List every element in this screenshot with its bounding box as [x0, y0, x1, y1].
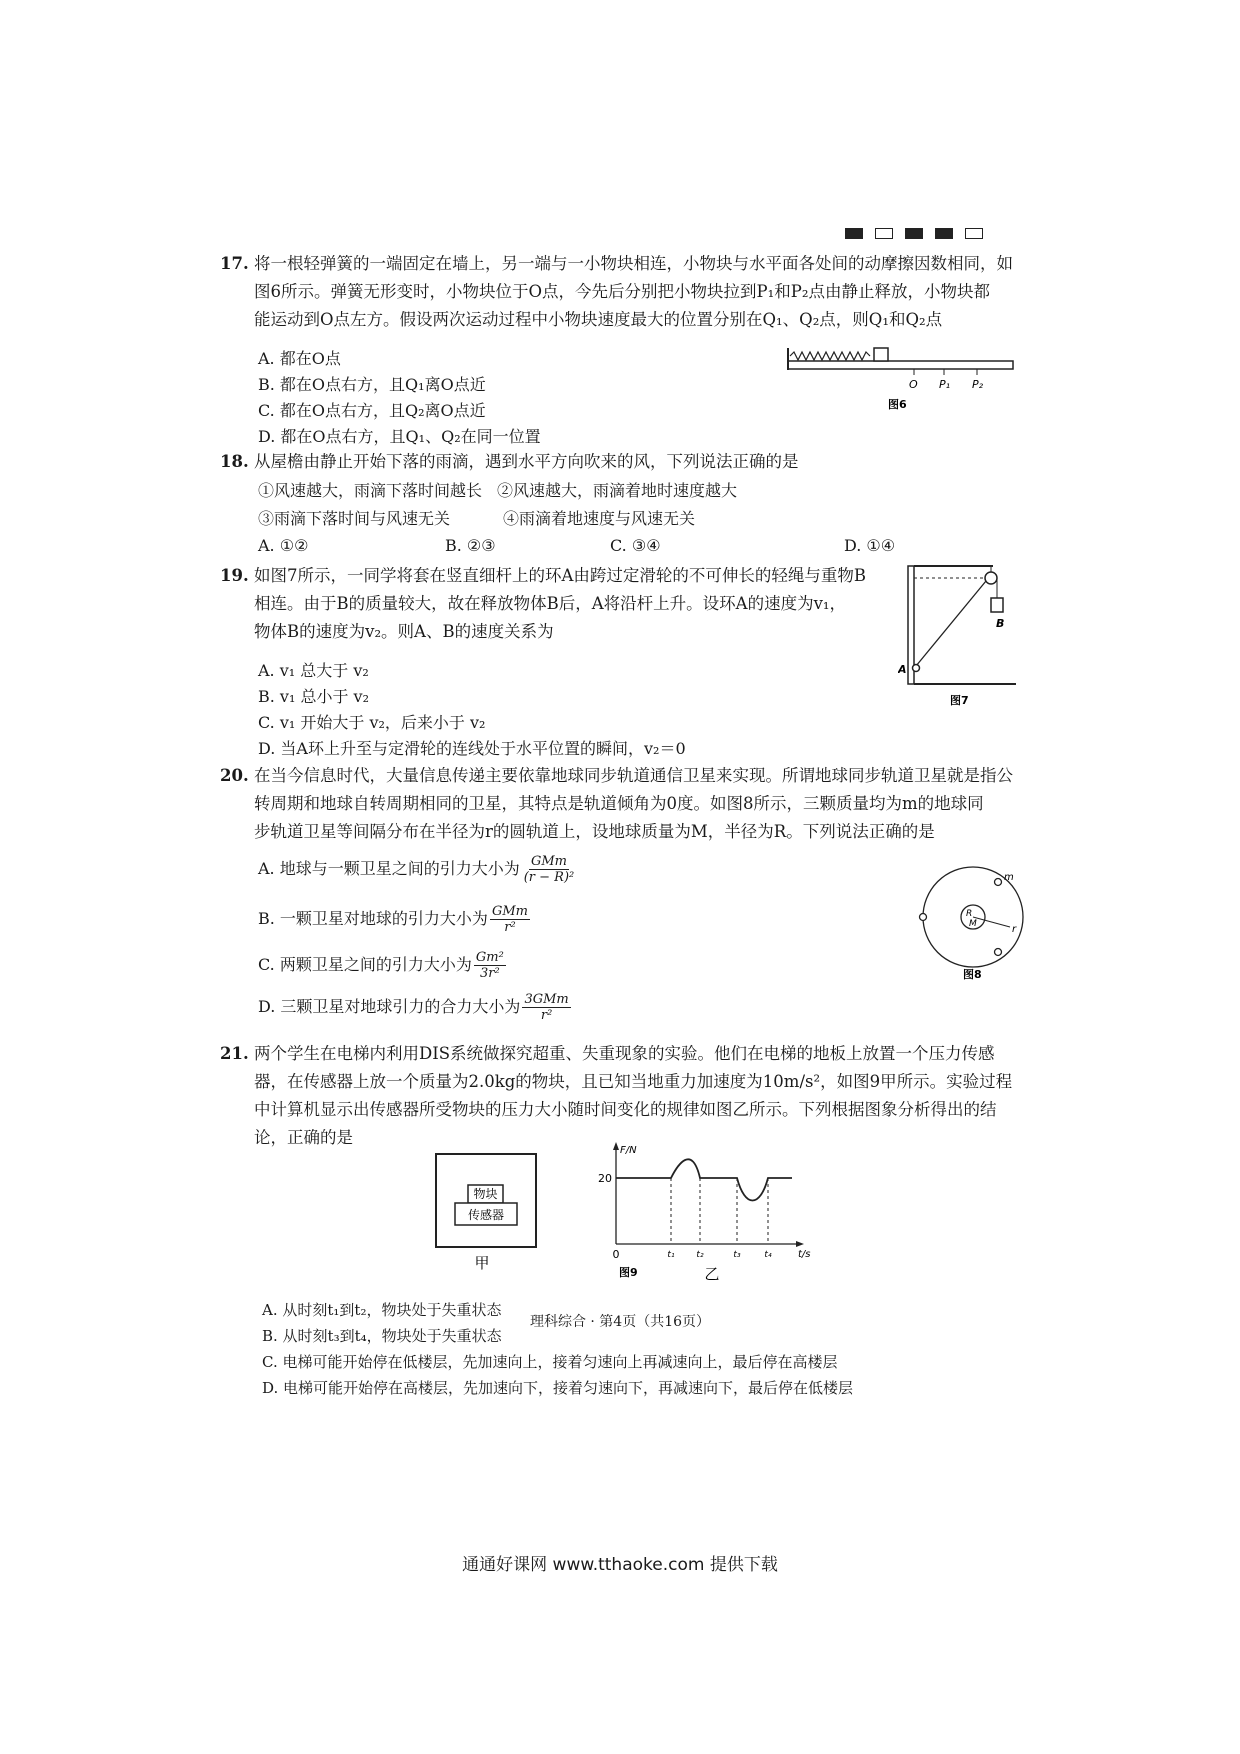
- question-text: 器，在传感器上放一个质量为2.0kg的物块，且已知当地重力加速度为10m/s²，如图9甲所示。实验过程: [254, 1072, 1013, 1091]
- x-axis-arrow: [796, 1241, 804, 1247]
- question-number: 20.: [220, 766, 249, 785]
- force-time-chart: [598, 1142, 811, 1283]
- option-a: A. 都在O点: [258, 349, 341, 368]
- question-text: 两个学生在电梯内利用DIS系统做探究超重、失重现象的实验。他们在电梯的地板上放置一个压力传感: [254, 1044, 995, 1063]
- option-b: B. 都在O点右方，且Q₁离O点近: [258, 375, 486, 394]
- marker-filled: [935, 228, 953, 239]
- question-21: [220, 1040, 1013, 1152]
- t2-label: t₂: [696, 1250, 704, 1260]
- page-footer: 理科综合 · 第4页（共16页）: [529, 1314, 711, 1330]
- download-credit: 通通好课网 www.tthaoke.com 提供下载: [462, 1555, 778, 1575]
- label-a: A: [898, 663, 907, 676]
- option-d: D. ①④: [844, 536, 896, 555]
- question-text: 将一根轻弹簧的一端固定在墙上，另一端与一小物块相连，小物块与水平面各处间的动摩擦因数相同，如: [254, 254, 1013, 273]
- sensor-label: 传感器: [467, 1208, 505, 1222]
- option-d: D. 电梯可能开始停在高楼层，先加速向下，接着匀速向下，再减速向下，最后停在低楼层: [262, 1379, 854, 1397]
- option-d: D. 当A环上升至与定滑轮的连线处于水平位置的瞬间，v₂＝0: [258, 739, 686, 758]
- marker-filled: [905, 228, 923, 239]
- label-r: r: [1012, 924, 1017, 935]
- fraction: [474, 950, 506, 981]
- jia-label: 甲: [474, 1254, 490, 1272]
- option-c: C. v₁ 开始大于 v₂，后来小于 v₂: [258, 713, 486, 732]
- label-earth-mass: M: [969, 919, 977, 929]
- label-p1: P₁: [939, 378, 951, 391]
- option-c: C. 电梯可能开始停在低楼层，先加速向上，接着匀速向上再减速向上，最后停在高楼层: [262, 1353, 838, 1371]
- label-earth-radius: R: [966, 909, 973, 919]
- option-d: [258, 992, 571, 1023]
- fraction: [490, 904, 530, 935]
- question-text: 转周期和地球自转周期相同的卫星，其特点是轨道倾角为0度。如图8所示，三颗质量均为m的地球同: [254, 794, 984, 813]
- fraction: [522, 854, 577, 885]
- denominator: 3r²: [479, 966, 500, 981]
- option-text: C. 两颗卫星之间的引力大小为: [258, 955, 472, 974]
- figure-7: [898, 560, 1023, 710]
- option-text: B. 一颗卫星对地球的引力大小为: [258, 909, 488, 928]
- rope: [916, 581, 986, 666]
- option-a: A. ①②: [258, 536, 309, 555]
- question-number: 21.: [220, 1044, 249, 1063]
- figure-caption: 图8: [963, 968, 982, 980]
- statement-3: ③雨滴下落时间与风速无关: [258, 509, 451, 528]
- force-curve: [616, 1159, 792, 1200]
- figure-caption: 图6: [888, 398, 907, 411]
- label-o: O: [909, 378, 918, 391]
- question-text: 图6所示。弹簧无形变时，小物块位于O点，今先后分别把小物块拉到P₁和P₂点由静止释放，小物块都: [254, 282, 990, 301]
- question-19: [220, 562, 867, 646]
- question-number: 19.: [220, 566, 249, 585]
- option-c: C. 都在O点右方，且Q₂离O点近: [258, 401, 486, 420]
- question-text: 能运动到O点左方。假设两次运动过程中小物块速度最大的位置分别在Q₁、Q₂点，则Q₁和Q₂点: [254, 310, 943, 329]
- floor: [788, 361, 1013, 369]
- marker-empty: [965, 228, 983, 239]
- figure-caption: 图7: [950, 694, 969, 707]
- figure-9: [430, 1140, 820, 1286]
- fraction: [522, 992, 570, 1023]
- option-a: [258, 854, 576, 885]
- question-number: 18.: [220, 452, 249, 471]
- denominator: r²: [504, 920, 516, 935]
- option-text: D. 三颗卫星对地球引力的合力大小为: [258, 997, 521, 1016]
- yi-label: 乙: [704, 1265, 720, 1283]
- question-17: [220, 250, 1013, 334]
- statement-1: ①风速越大，雨滴下落时间越长: [258, 481, 483, 500]
- statement-4: ④雨滴着地速度与风速无关: [503, 509, 696, 528]
- t1-label: t₁: [667, 1250, 675, 1260]
- figure-caption: 图9: [619, 1266, 638, 1279]
- weight-b: [991, 598, 1003, 612]
- option-b: B. v₁ 总小于 v₂: [258, 687, 370, 706]
- question-text: 如图7所示，一同学将套在竖直细杆上的环A由跨过定滑轮的不可伸长的轻绳与重物B: [254, 566, 867, 585]
- option-a: A. 从时刻t₁到t₂，物块处于失重状态: [262, 1301, 502, 1319]
- question-text: 步轨道卫星等间隔分布在半径为r的圆轨道上，设地球质量为M，半径为R。下列说法正确的是: [254, 822, 935, 841]
- denominator: r²: [540, 1008, 553, 1023]
- figure-6: [780, 340, 1020, 412]
- marker-empty: [875, 228, 893, 239]
- satellite: [995, 879, 1002, 886]
- t3-label: t₃: [733, 1250, 741, 1260]
- question-text: 物体B的速度为v₂。则A、B的速度关系为: [254, 622, 554, 641]
- option-c: [258, 950, 506, 981]
- question-text: 相连。由于B的质量较大，故在释放物体B后，A将沿杆上升。设环A的速度为v₁，: [254, 594, 847, 613]
- block: [874, 348, 888, 361]
- question-number: 17.: [220, 254, 249, 273]
- option-b: [258, 904, 530, 935]
- ring-a: [913, 665, 920, 672]
- question-text: 从屋檐由静止开始下落的雨滴，遇到水平方向吹来的风，下列说法正确的是: [254, 452, 799, 471]
- t4-label: t₄: [764, 1250, 772, 1260]
- y-axis-arrow: [613, 1142, 619, 1150]
- marker-filled: [845, 228, 863, 239]
- numerator: GMm: [491, 904, 528, 919]
- label-p2: P₂: [972, 378, 984, 391]
- statement-2: ②风速越大，雨滴着地时速度越大: [497, 481, 738, 500]
- option-c: C. ③④: [610, 536, 661, 555]
- numerator: GMm: [530, 854, 567, 869]
- y-tick-20: 20: [598, 1172, 612, 1185]
- option-text: A. 地球与一颗卫星之间的引力大小为: [258, 859, 520, 878]
- pulley: [985, 572, 997, 584]
- y-axis-label: F/N: [620, 1145, 637, 1156]
- question-18: [220, 448, 799, 476]
- label-m: m: [1004, 872, 1014, 883]
- figure-8: [915, 862, 1035, 980]
- question-text: 中计算机显示出传感器所受物块的压力大小随时间变化的规律如图乙所示。下列根据图象分析得出的结: [254, 1100, 997, 1119]
- option-a: A. v₁ 总大于 v₂: [258, 661, 369, 680]
- question-text: 论，正确的是: [254, 1128, 353, 1147]
- page-marker: [845, 228, 983, 239]
- x-axis-label: t/s: [798, 1249, 811, 1260]
- label-b: B: [996, 617, 1005, 630]
- satellite: [995, 949, 1002, 956]
- numerator: Gm²: [475, 950, 504, 965]
- option-b: B. 从时刻t₃到t₄，物块处于失重状态: [262, 1327, 502, 1345]
- radius-r: [973, 917, 1010, 927]
- option-b: B. ②③: [445, 536, 496, 555]
- spring: [790, 352, 870, 360]
- numerator: 3GMm: [524, 992, 569, 1007]
- question-20: [220, 762, 1013, 846]
- origin-label: 0: [612, 1248, 620, 1261]
- denominator: (r − R)²: [523, 870, 575, 885]
- question-text: 在当今信息时代，大量信息传递主要依靠地球同步轨道通信卫星来实现。所谓地球同步轨道卫星就是指公: [254, 766, 1013, 785]
- block-label: 物块: [473, 1187, 498, 1201]
- satellite: [920, 914, 927, 921]
- option-d: D. 都在O点右方，且Q₁、Q₂在同一位置: [258, 427, 541, 446]
